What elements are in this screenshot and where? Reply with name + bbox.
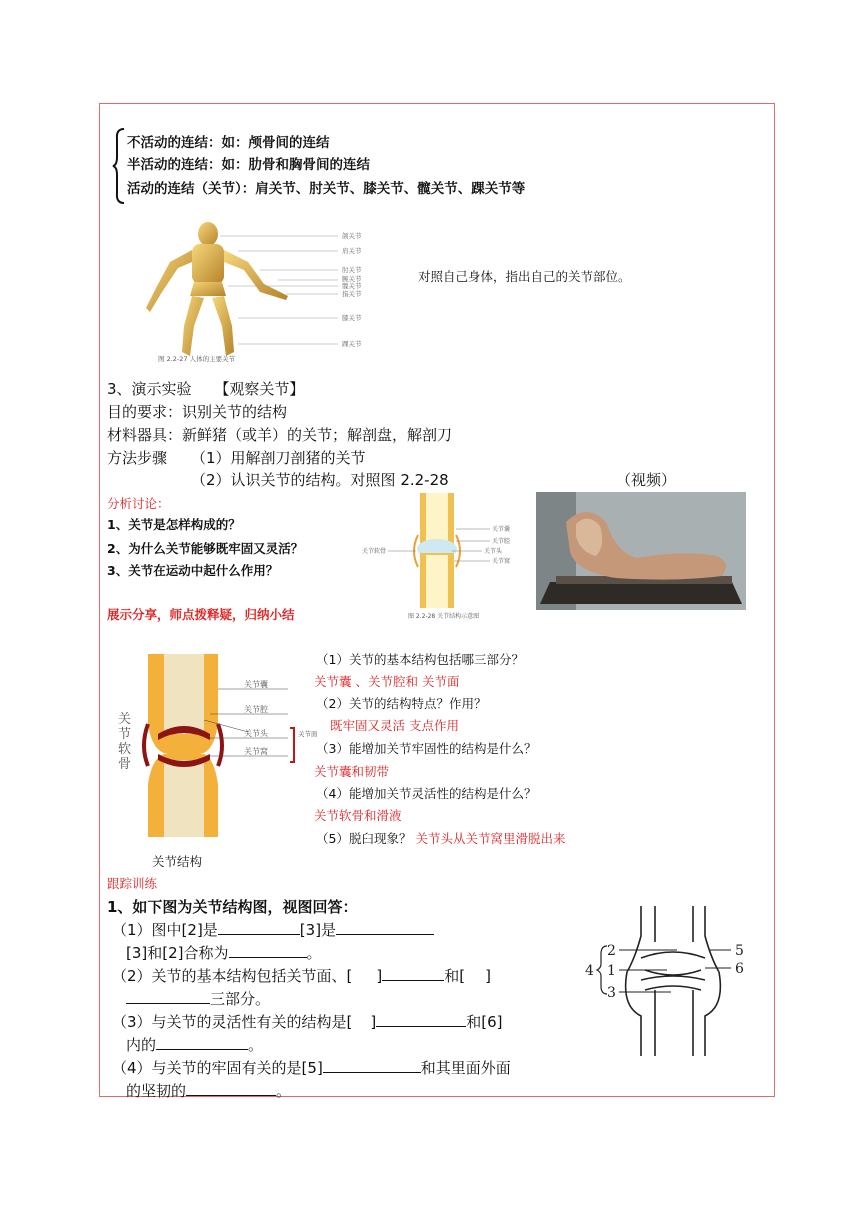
qa-question-1: （1）关节的基本结构包括哪三部分？: [316, 652, 524, 667]
qa-answer-5: 关节头从关节窝里滑脱出来: [415, 831, 566, 846]
p3-text-e: 。: [248, 1036, 264, 1054]
blank-firm-2[interactable]: [186, 1081, 276, 1096]
skeleton-figure: [128, 222, 403, 362]
qa-question-5: （5）脱臼现象？: [316, 831, 412, 846]
small-label-head: 关节头: [484, 548, 503, 555]
large-label-cavity: 关节腔: [244, 705, 268, 714]
skeleton-caption: 图 2.2-27 人体的主要关节: [158, 355, 236, 363]
p1-text-a: （1）图中[2]是: [112, 921, 218, 939]
discussion-q3: 3、关节在运动中起什么作用？: [107, 563, 279, 578]
blank-3[interactable]: [336, 920, 434, 935]
label-knee-joint: 膝关节: [342, 314, 362, 322]
blank-2[interactable]: [218, 920, 300, 935]
practice-line-2: [126, 942, 322, 963]
p2-text-b: ]: [376, 967, 383, 985]
label-hip-joint: 髋关节: [342, 282, 362, 290]
fig-number-6: 6: [735, 961, 744, 977]
discussion-q1: 1、关节是怎样构成的？: [107, 517, 241, 532]
practice-heading: 跟踪训练: [107, 876, 158, 891]
label-finger-joint: 指关节: [342, 290, 362, 298]
qa-answer-4: 关节软骨和滑液: [314, 808, 402, 823]
discussion-q2: 2、为什么关节能够既牢固又灵活？: [107, 541, 304, 556]
practice-line-8: [126, 1080, 291, 1101]
p4-text-a: （4）与关节的牢固有关的是[5]: [112, 1059, 323, 1077]
p1-text-b: [3]是: [299, 921, 337, 939]
practice-line-3: [112, 965, 491, 986]
p1-text-d: 。: [306, 944, 322, 962]
blank-flex-1[interactable]: [376, 1012, 466, 1027]
practice-line-5: [112, 1011, 503, 1032]
connection-line-3: 活动的连结（关节）：肩关节、肘关节、膝关节、髋关节、踝关节等: [127, 181, 526, 197]
large-label-capsule: 关节囊: [244, 680, 268, 689]
qa-question-5-row: [316, 829, 565, 847]
practice-intro: 1、如下图为关节结构图，视图回答：: [107, 898, 358, 916]
experiment-step-1: （1）用解剖刀剖猪的关节: [191, 449, 366, 467]
video-link[interactable]: （视频）: [616, 471, 677, 489]
blank-flex-2[interactable]: [156, 1035, 248, 1050]
qa-answer-2: 既牢固又灵活 支点作用: [330, 718, 459, 733]
large-diagram-caption: 关节结构: [152, 854, 203, 869]
p4-text-d: 。: [276, 1082, 292, 1100]
p2-text-a: （2）关节的基本结构包括关节面、[: [112, 967, 353, 985]
experiment-materials: 材料器具：新鲜猪（或羊）的关节；解剖盘，解剖刀: [107, 426, 453, 444]
p2-text-e: 三部分。: [210, 990, 271, 1008]
qa-question-4: （4）能增加关节灵活性的结构是什么？: [316, 786, 537, 801]
label-wrist-joint: 腕关节: [342, 275, 362, 283]
small-label-cavity: 关节腔: [492, 538, 511, 545]
fig-number-2: 2: [607, 943, 616, 959]
experiment-purpose: 目的要求：识别关节的结构: [107, 403, 288, 421]
large-label-surface: 关节面: [298, 730, 318, 738]
experiment-steps-label: 方法步骤: [107, 449, 168, 467]
p3-text-a: （3）与关节的灵活性有关的结构是[: [112, 1013, 353, 1031]
p4-text-c: 的坚韧的: [126, 1082, 187, 1100]
p4-text-b: 和其里面外面: [420, 1059, 511, 1077]
fig-number-4: 4: [585, 963, 594, 979]
experiment-step-2: （2）认识关节的结构。对照图 2.2-28: [191, 471, 449, 489]
self-check-prompt: 对照自己身体，指出自己的关节部位。: [418, 269, 631, 284]
small-label-capsule: 关节囊: [492, 526, 511, 533]
p3-text-c: 和[6]: [466, 1013, 503, 1031]
small-label-cartilage: 关节软骨: [362, 548, 387, 555]
p1-text-c: [3]和[2]合称为: [126, 944, 229, 962]
practice-line-6: [126, 1034, 263, 1055]
large-label-socket: 关节窝: [244, 747, 268, 756]
blank-structure-2[interactable]: [126, 989, 210, 1004]
qa-answer-3: 关节囊和韧带: [314, 764, 390, 779]
practice-joint-diagram: [581, 906, 756, 1056]
p3-text-b: ]: [370, 1013, 377, 1031]
blank-structure-1[interactable]: [382, 966, 444, 981]
p3-text-d: 内的: [126, 1036, 157, 1054]
large-label-head: 关节头: [244, 729, 268, 738]
large-label-cartilage: 关节软骨: [118, 712, 132, 772]
experiment-title: 3、演示实验: [107, 380, 192, 398]
joint-diagram-small: [360, 493, 528, 623]
qa-question-2: （2）关节的结构特点？作用？: [316, 696, 487, 711]
practice-line-4: [126, 988, 270, 1009]
label-elbow-joint: 肘关节: [342, 266, 362, 274]
skeleton-illustration: [128, 222, 403, 362]
qa-answer-1: 关节囊 、关节腔和 关节面: [314, 674, 460, 689]
dissection-photo: [536, 492, 746, 610]
experiment-heading: [107, 378, 304, 399]
blank-firm-1[interactable]: [323, 1058, 421, 1073]
blank-combined[interactable]: [229, 943, 307, 958]
summary-prompt: 展示分享，师点拨释疑，归纳小结: [107, 607, 295, 622]
practice-line-7: [112, 1057, 511, 1078]
connection-line-1: 不活动的连结：如：颅骨间的连结: [127, 135, 330, 151]
label-shoulder-joint: 肩关节: [342, 247, 362, 255]
small-label-socket: 关节窝: [492, 558, 511, 565]
joint-diagram-large: [118, 654, 318, 837]
qa-question-3: （3）能增加关节牢固性的结构是什么？: [316, 741, 537, 756]
fig-number-1: 1: [607, 963, 616, 979]
connection-line-2: 半活动的连结：如：肋骨和胸骨间的连结: [127, 157, 370, 173]
p2-text-d: ]: [485, 967, 491, 985]
p2-text-c: 和[: [444, 967, 466, 985]
fig-number-3: 3: [607, 985, 616, 1001]
practice-line-1: [112, 919, 434, 940]
experiment-tag: 【观察关节】: [214, 380, 305, 398]
fig-number-5: 5: [735, 943, 744, 959]
brace-icon: [112, 127, 126, 205]
small-diagram-caption: 图 2.2-28 关节结构示意图: [408, 613, 480, 620]
label-jaw-joint: 颌关节: [342, 232, 362, 240]
discussion-heading: 分析讨论：: [107, 496, 170, 511]
label-ankle-joint: 踝关节: [342, 340, 362, 348]
